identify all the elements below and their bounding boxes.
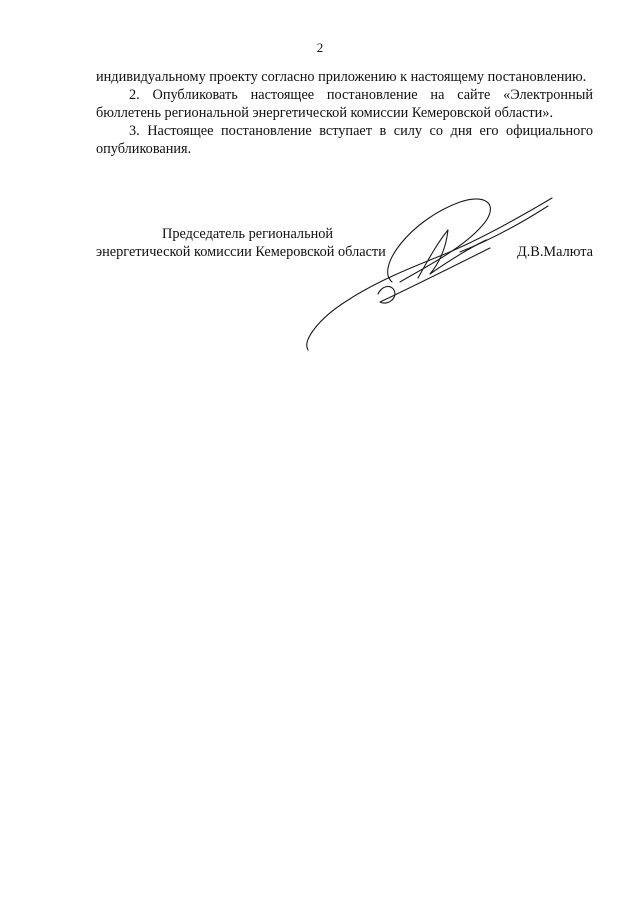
signatory-title-line-2: энергетической комиссии Кемеровской области xyxy=(96,244,386,260)
page-number: 2 xyxy=(316,40,324,55)
handwritten-signature xyxy=(300,190,560,365)
signature-stroke-extension-2 xyxy=(460,206,548,252)
paragraph-continuation: индивидуальному проекту согласно приложению к настоящему постановлению. xyxy=(96,69,587,85)
paragraph-item-3: 3. Настоящее постановление вступает в силу со дня его официального опубликования. xyxy=(96,123,593,157)
signature-stroke-zigzag xyxy=(418,230,486,278)
signatory-title-line-1: Председатель региональной xyxy=(162,226,334,242)
signatory-name: Д.В.Малюта xyxy=(516,244,593,260)
paragraph-item-2: 2. Опубликовать настоящее постановление на сайте «Электронный бюллетень региональной энергетической комиссии Кемеровской области». xyxy=(96,87,593,121)
document-body xyxy=(96,68,593,158)
